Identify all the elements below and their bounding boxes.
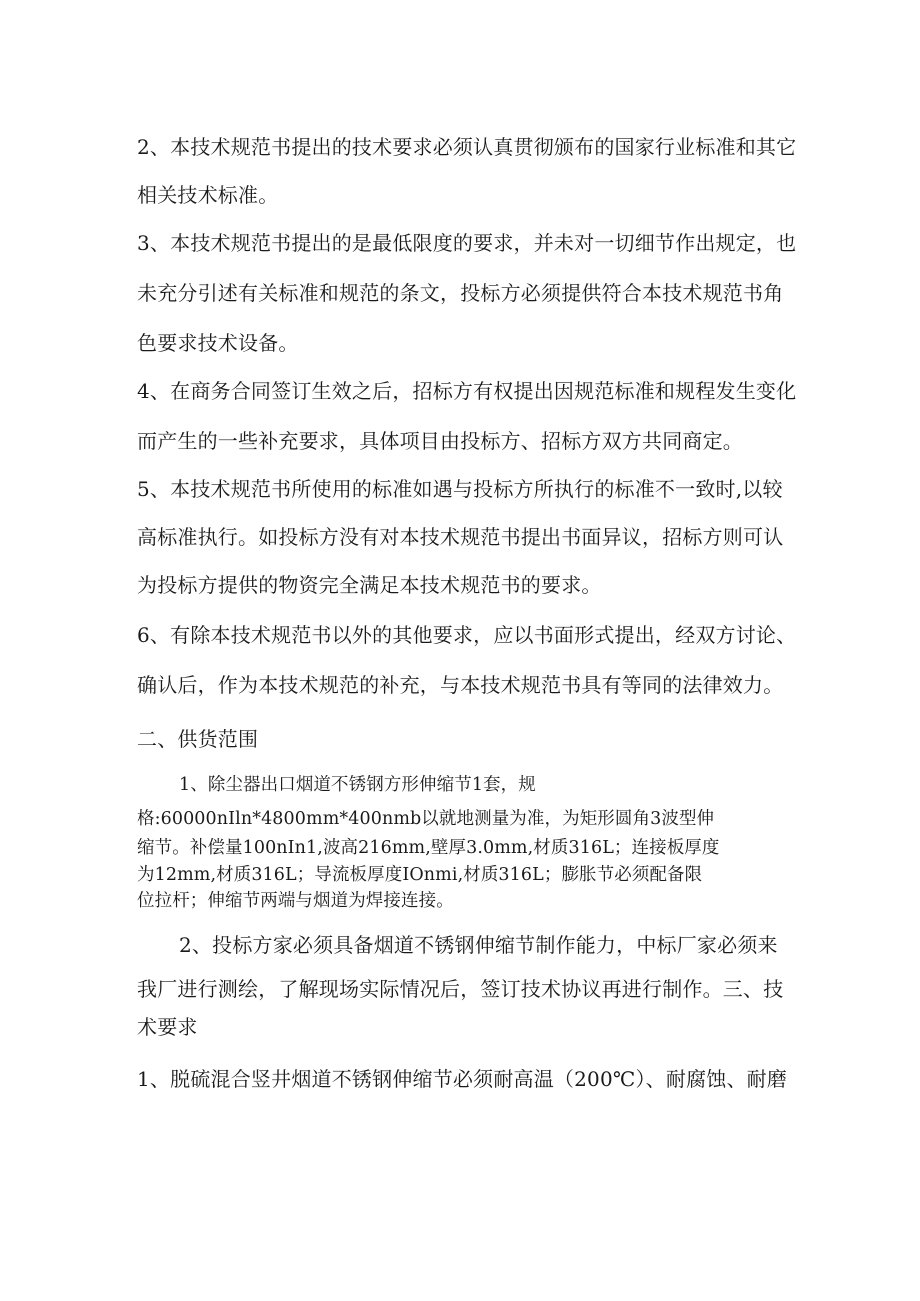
paragraph-line: 为投标方提供的物资完全满足本技术规范书的要求。	[137, 573, 602, 597]
paragraph-line: 而产生的一些补充要求，具体项目由投标方、招标方双方共同商定。	[137, 429, 743, 453]
supply-line: 缩节。补偿量100nIn1,波高216mm,壁厚3.0mm,材质316L；连接板厚度	[137, 838, 720, 858]
paragraph-line: 6、有除本技术规范书以外的其他要求，应以书面形式提出，经双方讨论、	[137, 623, 797, 647]
paragraph-line: 我厂进行测绘，了解现场实际情况后，签订技术协议再进行制作。三、技	[137, 977, 784, 1001]
supply-line: 位拉杆；伸缩节两端与烟道为焊接连接。	[137, 891, 454, 911]
paragraph-line: 未充分引述有关标准和规范的条文，投标方必须提供符合本技术规范书角	[137, 281, 784, 305]
paragraph-line: 相关技术标准。	[137, 183, 279, 207]
paragraph-line: 2、本技术规范书提出的技术要求必须认真贯彻颁布的国家行业标准和其它	[137, 135, 797, 159]
paragraph-line: 术要求	[137, 1015, 198, 1039]
paragraph-line: 4、在商务合同签订生效之后，招标方有权提出因规范标准和规程发生变化	[137, 379, 797, 403]
section-heading: 二、供货范围	[137, 727, 259, 751]
supply-line: 为12mm,材质316L；导流板厚度IOnmi,材质316L；膨胀节必须配备限	[137, 865, 703, 885]
supply-line: 格:60000nIln*4800mm*400nmb以就地测量为准，为矩形圆角3波型伸	[137, 809, 715, 829]
paragraph-line: 确认后，作为本技术规范的补充，与本技术规范书具有等同的法律效力。	[137, 673, 784, 697]
paragraph-line: 2、投标方家必须具备烟道不锈钢伸缩节制作能力，中标厂家必须来	[179, 933, 778, 957]
paragraph-line: 5、本技术规范书所使用的标准如遇与投标方所执行的标准不一致时,以较	[137, 477, 783, 501]
supply-line: 1、除尘器出口烟道不锈钢方形伸缩节1套，规	[179, 775, 536, 795]
paragraph-line: 3、本技术规范书提出的是最低限度的要求，并未对一切细节作出规定，也	[137, 231, 797, 255]
paragraph-line: 色要求技术设备。	[137, 331, 299, 355]
paragraph-line: 高标准执行。如投标方没有对本技术规范书提出书面异议，招标方则可认	[137, 525, 784, 549]
paragraph-line: 1、脱硫混合竖井烟道不锈钢伸缩节必须耐高温（200℃）、耐腐蚀、耐磨	[137, 1067, 788, 1091]
